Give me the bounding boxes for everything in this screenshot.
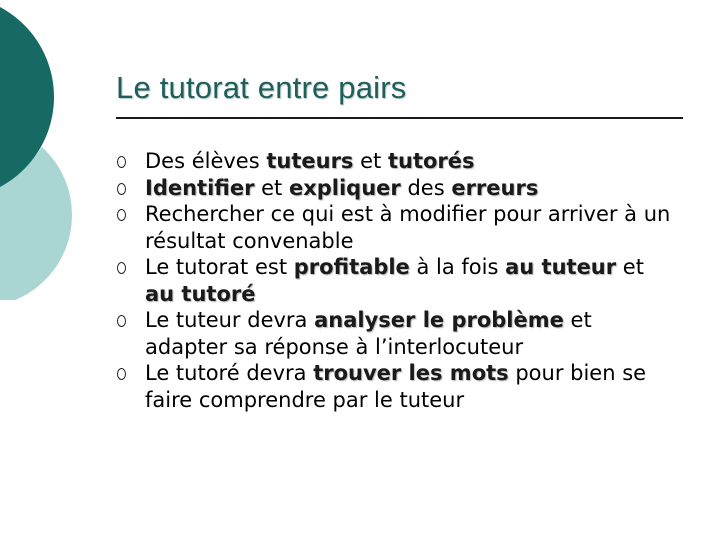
bullet-icon <box>117 315 126 327</box>
bullet-text <box>145 202 670 253</box>
emphasis-text: tutorés <box>387 149 475 173</box>
decorative-circles <box>0 0 120 300</box>
bullet-item <box>116 175 676 202</box>
bullet-icon <box>117 156 126 168</box>
text-segment: Des élèves <box>145 149 267 173</box>
bullet-list <box>116 148 676 413</box>
bullet-text <box>145 176 538 200</box>
bullet-item <box>116 307 676 360</box>
bullet-text <box>145 255 644 306</box>
slide-title: Le tutorat entre pairs <box>116 70 407 105</box>
text-segment: des <box>400 175 452 200</box>
bullet-text <box>145 149 475 173</box>
emphasis-text: au tutoré <box>145 281 256 306</box>
bullet-icon <box>117 368 126 380</box>
text-segment: et <box>254 175 289 200</box>
emphasis-text: analyser le problème <box>314 308 564 332</box>
text-segment: et adapter sa réponse à l’interlocuteur <box>145 308 592 359</box>
text-segment: pour bien se faire comprendre par le tuteur <box>145 361 647 412</box>
text-segment: Rechercher ce qui est à modifier pour arriver à un résultat convenable <box>145 202 671 253</box>
text-segment: Le tuteur devra <box>145 308 315 332</box>
emphasis-text: expliquer <box>288 175 401 200</box>
bullet-item <box>116 360 676 413</box>
text-segment: Le tutoré devra <box>145 361 314 385</box>
emphasis-text: profitable <box>293 255 410 279</box>
bullet-text <box>145 308 592 359</box>
emphasis-text: Identifier <box>145 175 255 200</box>
bullet-item <box>116 201 676 254</box>
bullet-icon <box>117 183 126 195</box>
emphasis-text: au tuteur <box>505 255 617 279</box>
text-segment: à la fois <box>409 255 506 279</box>
bullet-icon <box>117 262 126 274</box>
emphasis-text: tuteurs <box>266 149 354 173</box>
bullet-icon <box>117 209 126 221</box>
bullet-item <box>116 148 676 175</box>
bullet-item <box>116 254 676 307</box>
text-segment: et <box>353 149 388 173</box>
title-divider <box>116 117 683 119</box>
emphasis-text: erreurs <box>451 175 539 200</box>
emphasis-text: trouver les mots <box>313 361 509 385</box>
text-segment: et <box>616 255 644 279</box>
bullet-text <box>145 361 646 412</box>
text-segment: Le tutorat est <box>145 255 294 279</box>
